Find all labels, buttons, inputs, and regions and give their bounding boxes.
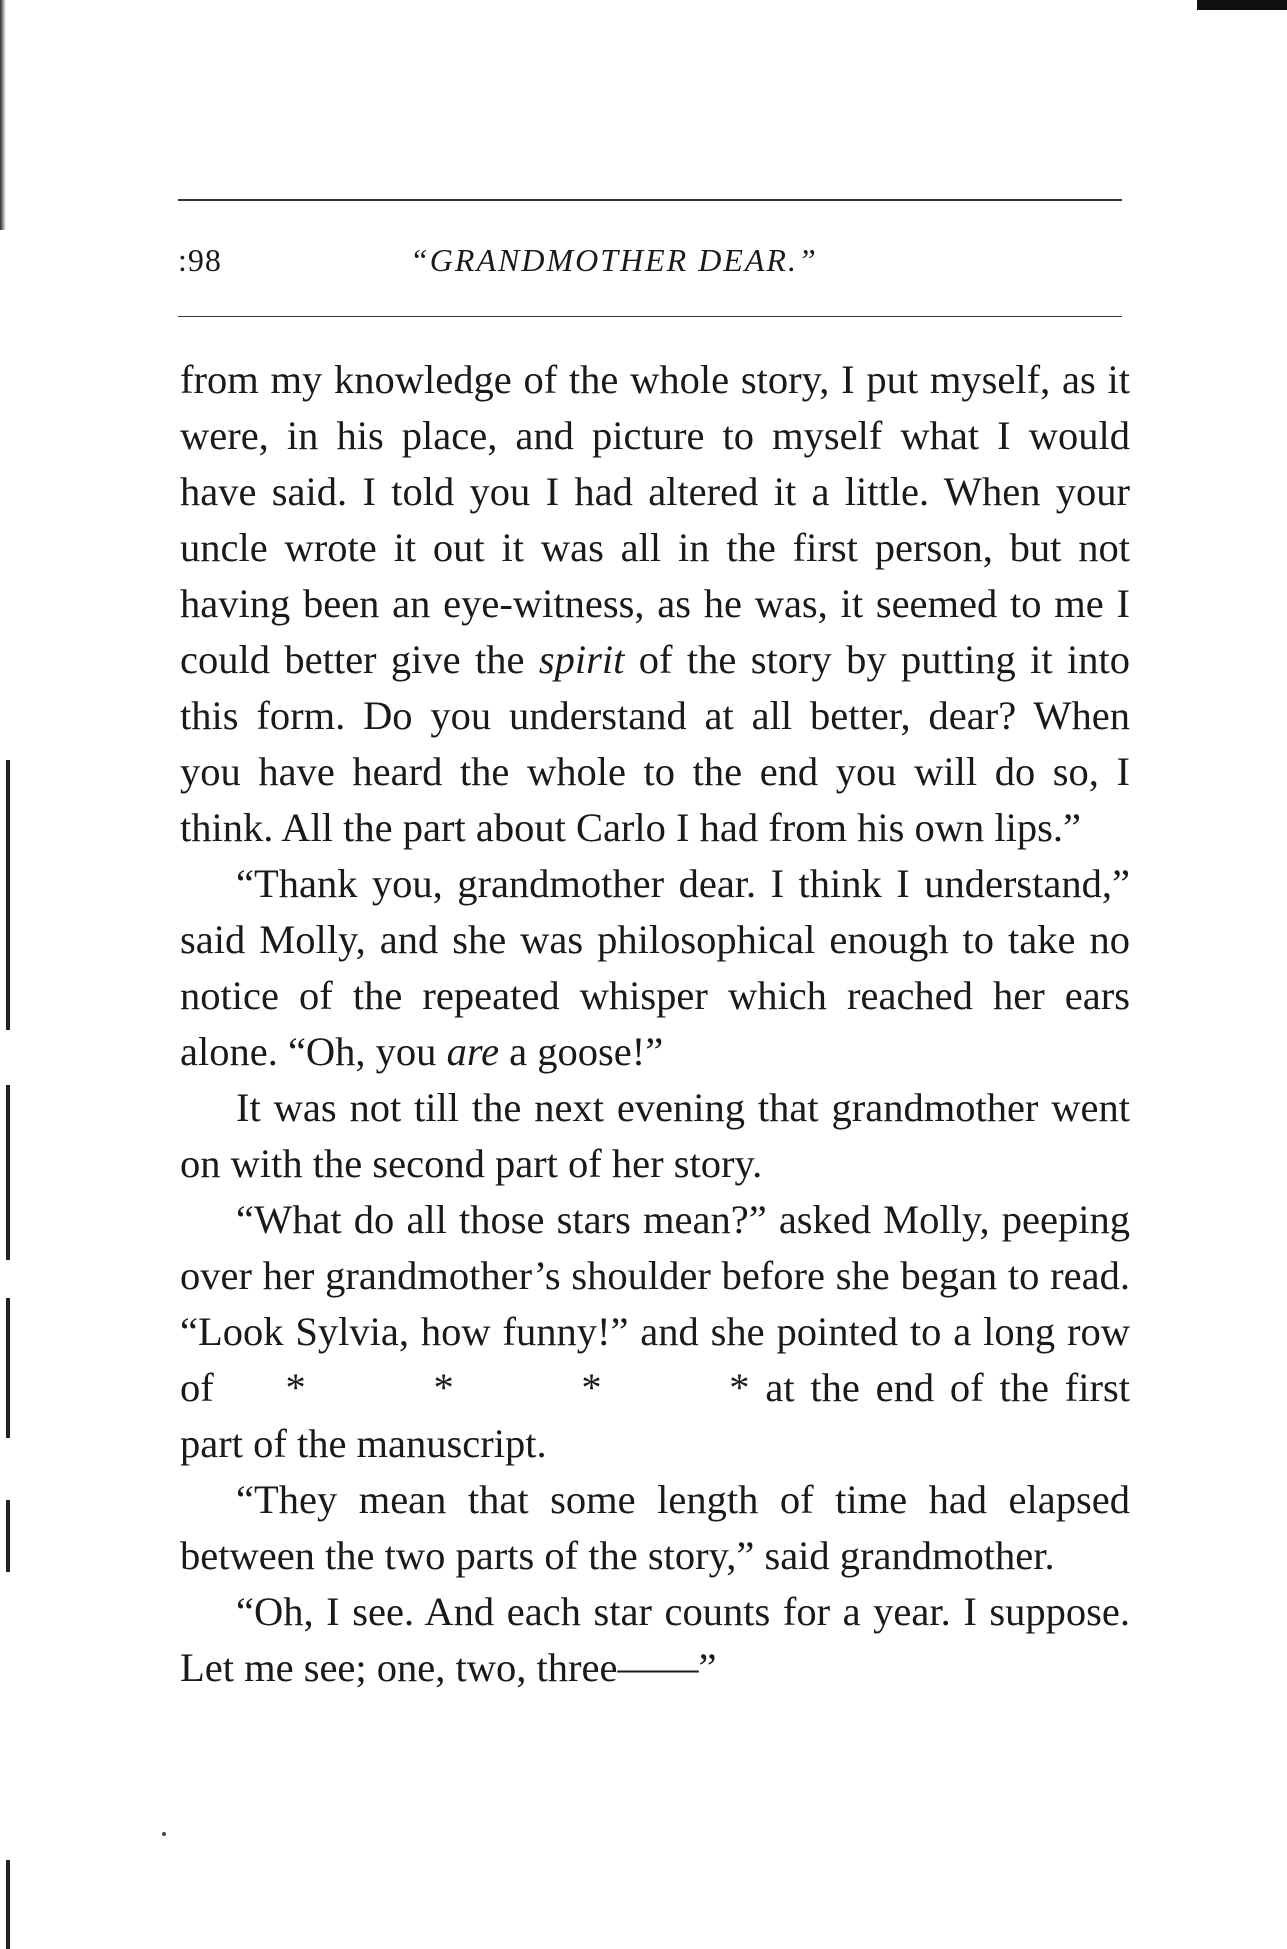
running-head <box>178 242 1122 292</box>
margin-mark <box>6 760 10 1030</box>
paragraph: “They mean that some length of time had elapsed between the two parts of the story,” said grandmother. <box>180 1477 1130 1578</box>
paragraph: “Oh, I see. And each star counts for a year. I suppose. Let me see; one, two, three——” <box>180 1589 1130 1690</box>
header-rule-bottom <box>178 316 1122 317</box>
margin-mark <box>6 1298 10 1438</box>
margin-mark <box>6 1085 10 1260</box>
running-title: “GRANDMOTHER DEAR.” <box>410 242 818 278</box>
page-number: :98 <box>178 242 222 278</box>
paragraph: It was not till the next evening that grandmother went on with the second part of her story. <box>180 1085 1130 1186</box>
margin-mark <box>6 1860 10 1949</box>
margin-mark <box>6 1500 10 1572</box>
scan-speck <box>162 1832 166 1836</box>
body-text <box>180 352 1130 1696</box>
paragraph: “What do all those stars mean?” asked Molly, peeping over her grandmother’s shoulder before she began to read. “Look Sylvia, how funny!” and she pointed to a long row of * * * * at the end of the first part of the manuscript. <box>180 1197 1130 1466</box>
paragraph: from my knowledge of the whole story, I put myself, as it were, in his place, and picture to myself what I would have said. I told you I had altered it a little. When your uncle wrote it out it was all in the first person, but not having been an eye-witness, as he was, it seemed to me I could better give the spirit of the story by putting it into this form. Do you understand at all better, dear? When you have heard the whole to the end you will do so, I think. All the part about Carlo I had from his own lips.” <box>180 357 1130 850</box>
scan-edge-left <box>0 0 6 230</box>
emphasis: spirit <box>538 637 625 682</box>
scan-edge-top <box>1197 0 1287 10</box>
emphasis: are <box>446 1029 500 1074</box>
paragraph: “Thank you, grandmother dear. I think I understand,” said Molly, and she was philosophical enough to take no notice of the repeated whisper which reached her ears alone. “Oh, you are a goose!” <box>180 861 1130 1074</box>
asterisk-row: * * * * <box>285 1365 750 1410</box>
header-rule-top <box>178 199 1122 201</box>
